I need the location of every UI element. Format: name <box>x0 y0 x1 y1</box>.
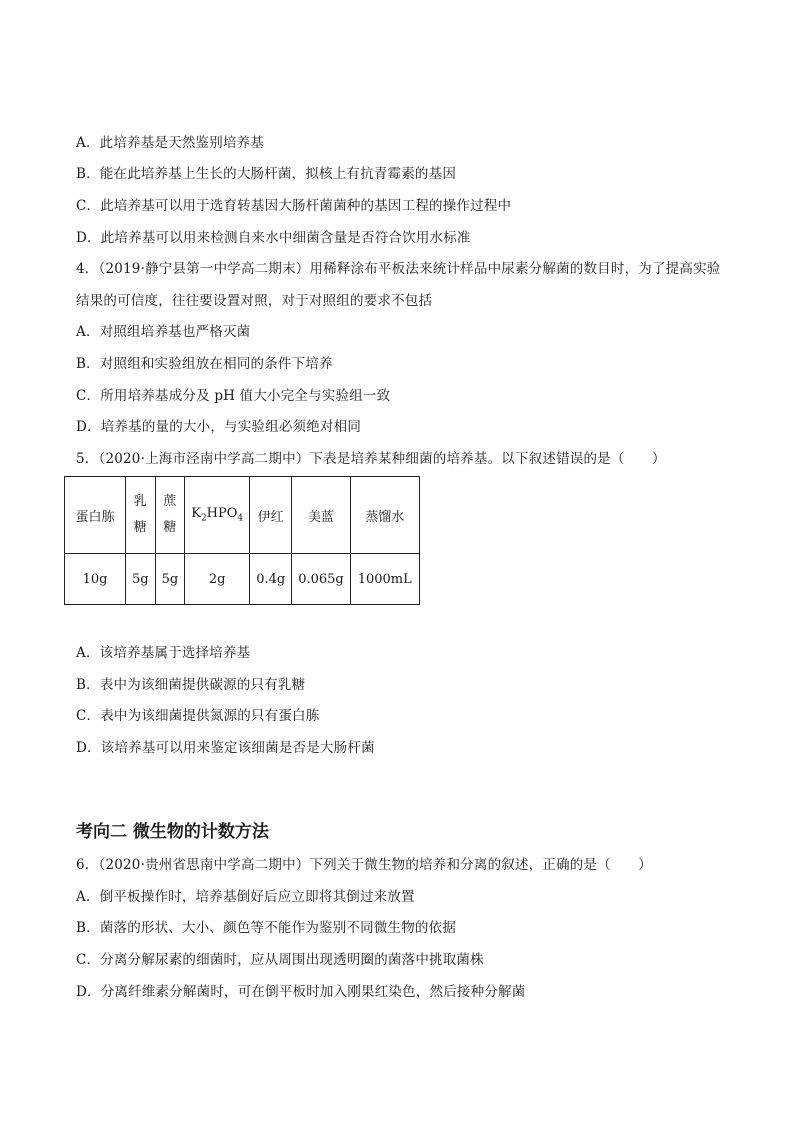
q4-option-d: D．培养基的量的大小，与实验组必须绝对相同 <box>76 419 362 435</box>
header-methylene-blue: 美蓝 <box>292 477 351 554</box>
q6-option-b: B．菌落的形状、大小、颜色等不能作为鉴别不同微生物的依据 <box>76 920 457 936</box>
value-eosin: 0.4g <box>250 554 292 605</box>
value-distilled-water: 1000mL <box>350 554 419 605</box>
q4-option-a: A．对照组培养基也严格灭菌 <box>76 324 251 340</box>
q3-option-b: B．能在此培养基上生长的大肠杆菌，拟核上有抗青霉素的基因 <box>76 166 457 182</box>
value-methylene-blue: 0.065g <box>292 554 351 605</box>
value-k2hpo4: 2g <box>185 554 250 605</box>
q3-option-a: A．此培养基是天然鉴别培养基 <box>76 135 265 151</box>
value-peptone: 10g <box>65 554 126 605</box>
q6-stem: 6．（2020·贵州省思南中学高二期中）下列关于微生物的培养和分离的叙述，正确的是（ ） <box>76 857 652 873</box>
q6-option-d: D．分离纤维素分解菌时，可在倒平板时加入刚果红染色，然后接种分解菌 <box>76 984 526 1000</box>
q6-option-c: C．分离分解尿素的细菌时，应从周围出现透明圈的菌落中挑取菌株 <box>76 952 484 968</box>
header-peptone: 蛋白胨 <box>65 477 126 554</box>
q5-option-d: D．该培养基可以用来鉴定该细菌是否是大肠杆菌 <box>76 740 375 756</box>
q4-option-c: C．所用培养基成分及 pH 值大小完全与实验组一致 <box>76 388 391 404</box>
q5-option-b: B．表中为该细菌提供碳源的只有乳糖 <box>76 677 306 693</box>
q4-option-b: B．对照组和实验组放在相同的条件下培养 <box>76 356 333 372</box>
q3-option-c: C．此培养基可以用于选育转基因大肠杆菌菌种的基因工程的操作过程中 <box>76 198 512 214</box>
culture-medium-table <box>64 476 420 605</box>
table-header-row <box>65 477 420 554</box>
q5-option-a: A．该培养基属于选择培养基 <box>76 645 251 661</box>
value-sucrose: 5g <box>155 554 185 605</box>
table-value-row <box>65 554 420 605</box>
q5-option-c: C．表中为该细菌提供氮源的只有蛋白胨 <box>76 708 320 724</box>
q6-option-a: A．倒平板操作时，培养基倒好后应立即将其倒过来放置 <box>76 889 415 905</box>
header-k2hpo4: $K_2HPO_4$ <box>185 477 250 554</box>
q4-stem-line1: 4．（2019·静宁县第一中学高二期末）用稀释涂布平板法来统计样品中尿素分解菌的数目时，为了提高实验 <box>76 261 721 277</box>
header-lactose: 乳糖 <box>126 477 156 554</box>
header-eosin: 伊红 <box>250 477 292 554</box>
section-heading: 考向二 微生物的计数方法 <box>76 822 269 842</box>
header-sucrose: 蔗糖 <box>155 477 185 554</box>
q5-stem: 5．（2020·上海市泾南中学高二期中）下表是培养某种细菌的培养基。以下叙述错误的是（ ） <box>76 451 666 467</box>
value-lactose: 5g <box>126 554 156 605</box>
header-distilled-water: 蒸馏水 <box>350 477 419 554</box>
q4-stem-line2: 结果的可信度，往往要设置对照，对于对照组的要求不包括 <box>76 293 433 309</box>
q3-option-d: D．此培养基可以用来检测自来水中细菌含量是否符合饮用水标准 <box>76 230 471 246</box>
